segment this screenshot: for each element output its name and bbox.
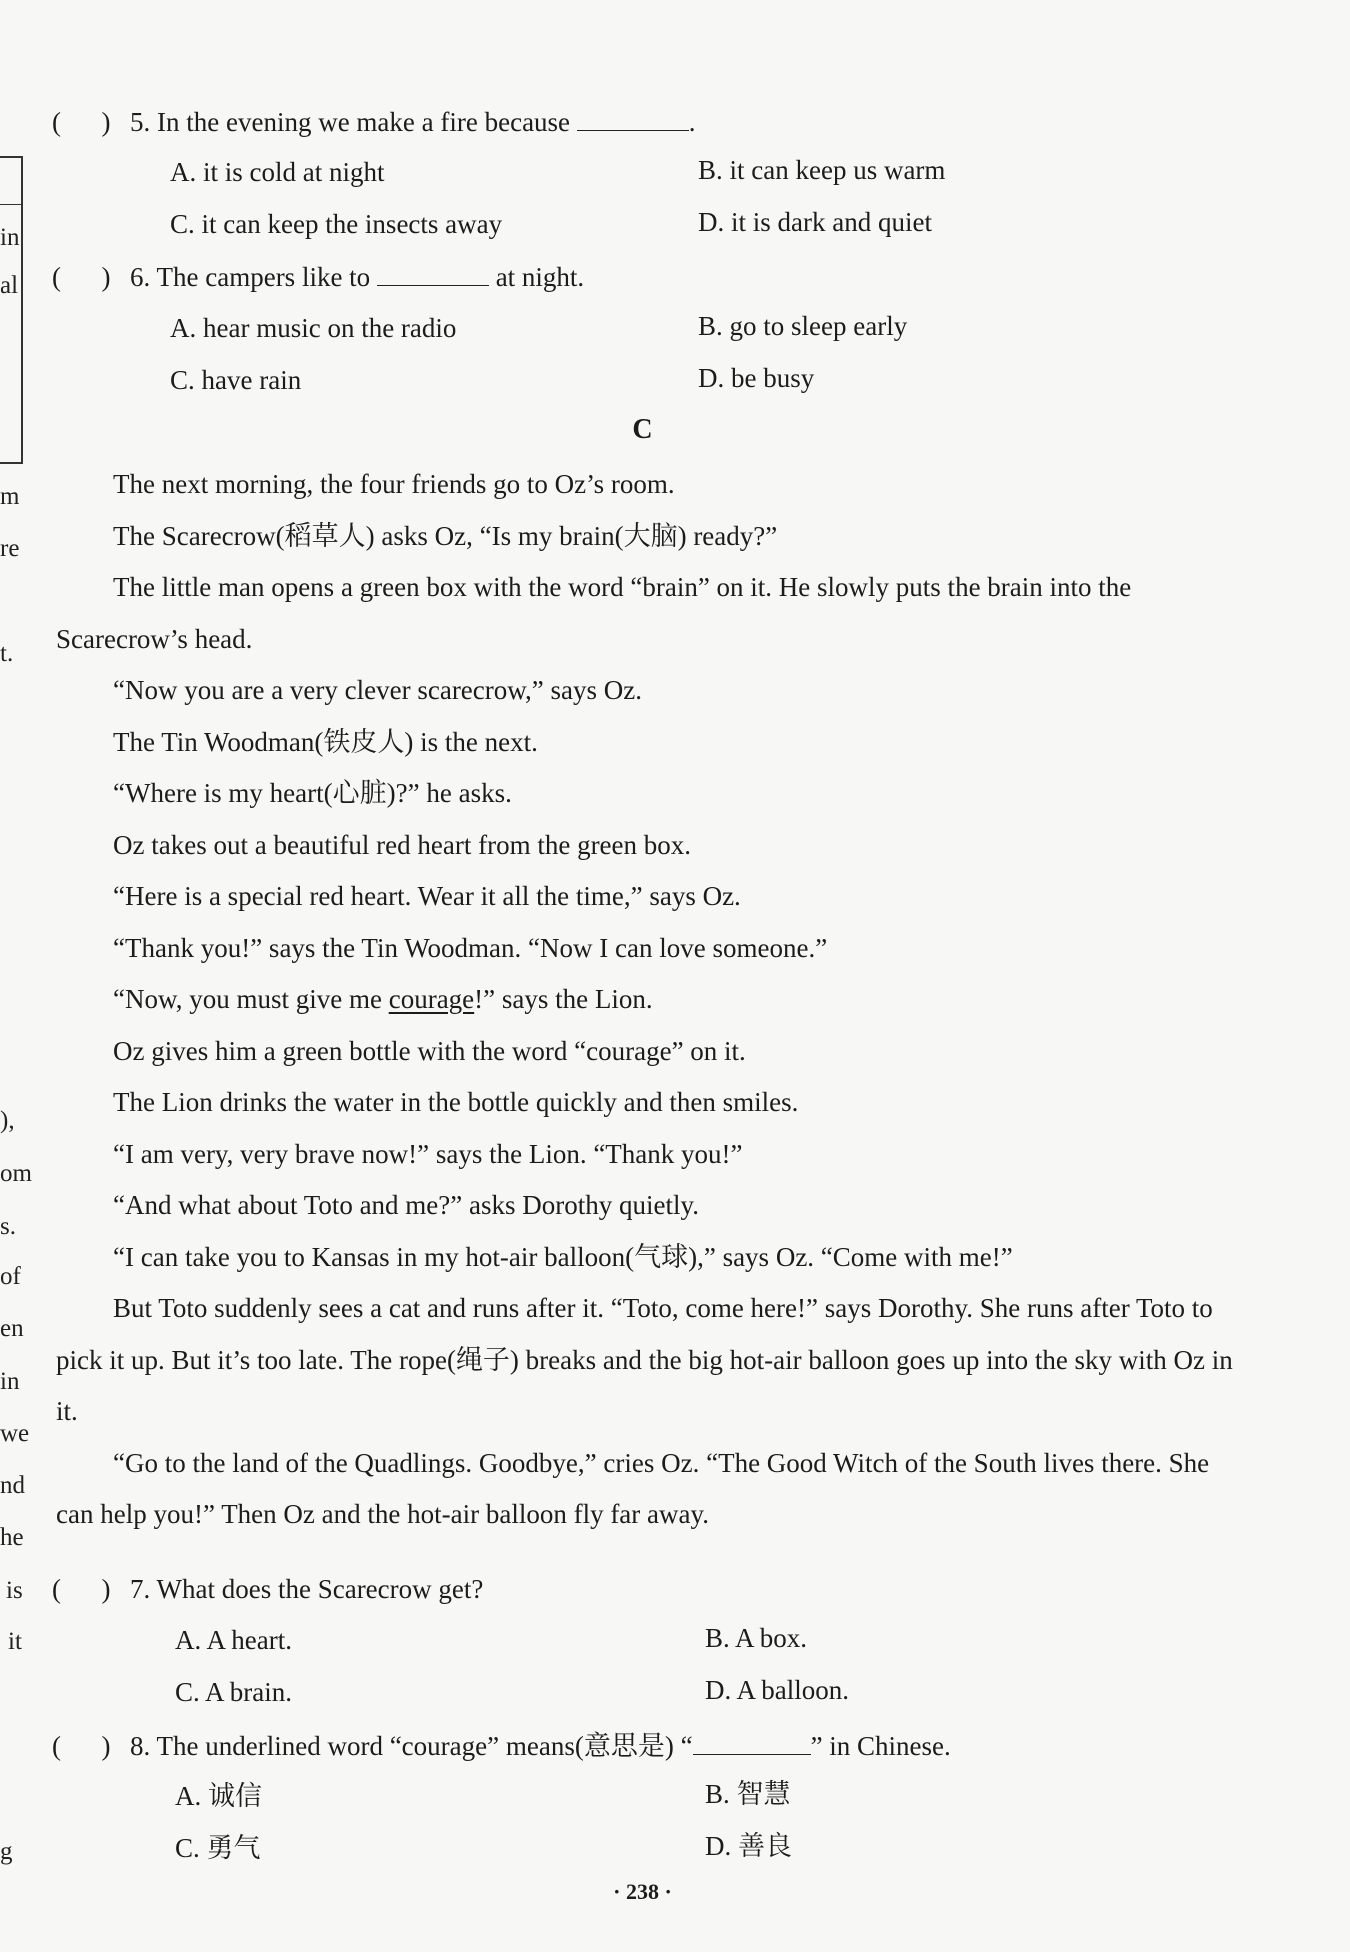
passage-paragraph: The Tin Woodman(铁皮人) is the next. (113, 726, 538, 757)
answer-blank (693, 1728, 811, 1755)
facing-page-fragment: ), (0, 1107, 15, 1134)
option-b[interactable]: B. go to sleep early (698, 311, 908, 341)
option-c[interactable]: C. 勇气 (175, 1833, 261, 1863)
option-a[interactable]: A. it is cold at night (170, 157, 385, 187)
answer-blank (577, 104, 689, 131)
option-a[interactable]: A. 诚信 (175, 1781, 262, 1811)
passage-paragraph: “Now you are a very clever scarecrow,” says Oz. (113, 675, 642, 705)
section-title: C (632, 414, 653, 445)
facing-page-fragment: is (6, 1577, 23, 1604)
option-d[interactable]: D. be busy (698, 363, 815, 393)
passage-paragraph: But Toto suddenly sees a cat and runs after it. “Toto, come here!” says Dorothy. She runs after Toto to pick it up. But it’s too late. The rope(绳子) breaks and the big hot-air balloon goes up into the sky with Oz in it. (56, 1293, 1233, 1426)
question-stem: In the evening we make a fire because (157, 107, 571, 137)
option-a[interactable]: A. hear music on the radio (170, 313, 457, 343)
passage-paragraph: Oz gives him a green bottle with the word “courage” on it. (113, 1035, 746, 1066)
option-b[interactable]: B. 智慧 (705, 1779, 791, 1809)
option-c[interactable]: C. it can keep the insects away (170, 209, 503, 239)
passage-paragraph: “Here is a special red heart. Wear it all the time,” says Oz. (113, 881, 741, 911)
option-d[interactable]: D. it is dark and quiet (698, 207, 932, 237)
facing-page-fragment: t. (0, 640, 14, 667)
option-d[interactable]: D. A balloon. (705, 1675, 850, 1705)
passage-paragraph: Oz takes out a beautiful red heart from the green box. (113, 829, 692, 860)
question-stem: The underlined word “courage” means(意思是) “ (156, 1731, 693, 1761)
facing-page-fragment: he (0, 1524, 24, 1551)
question-stem: What does the Scarecrow get? (156, 1574, 484, 1604)
question-5: ( ) 5. In the evening we make a fire because . (52, 104, 696, 139)
question-7: ( ) 7. What does the Scarecrow get? (52, 1574, 484, 1604)
question-number: 5 (130, 107, 144, 137)
facing-page-fragment: m (0, 483, 20, 510)
passage-paragraph: “Go to the land of the Quadlings. Goodbye,” cries Oz. “The Good Witch of the South lives there. She can help you!” Then Oz and the hot-air balloon fly far away. (56, 1447, 1210, 1529)
answer-bracket[interactable]: ( ) (52, 1574, 111, 1604)
passage-paragraph: The next morning, the four friends go to Oz’s room. (113, 469, 675, 499)
passage-text: “Now, you must give me (113, 984, 389, 1014)
passage-paragraph: “Thank you!” says the Tin Woodman. “Now I can love someone.” (113, 932, 828, 963)
passage-paragraph: “I am very, very brave now!” says the Lion. “Thank you!” (113, 1138, 743, 1169)
answer-bracket[interactable]: ( ) (52, 107, 111, 137)
option-c[interactable]: C. A brain. (175, 1677, 293, 1707)
facing-page-fragment: we (0, 1420, 30, 1447)
passage-paragraph: The Scarecrow(稻草人) asks Oz, “Is my brain(大脑) ready?” (113, 520, 778, 551)
question-number: 6 (130, 262, 144, 292)
option-b[interactable]: B. it can keep us warm (698, 155, 946, 185)
option-a[interactable]: A. A heart. (175, 1625, 292, 1655)
underlined-word: courage (388, 984, 475, 1014)
facing-page-fragment: in (0, 224, 20, 251)
facing-page-fragment: en (0, 1315, 24, 1342)
facing-page-fragment: it (8, 1628, 22, 1655)
option-c[interactable]: C. have rain (170, 365, 302, 395)
question-stem-end: . (688, 107, 696, 137)
passage-paragraph: “I can take you to Kansas in my hot-air balloon(气球),” says Oz. “Come with me!” (113, 1241, 1013, 1272)
passage-text: !” says the Lion. (474, 984, 653, 1014)
passage-paragraph: The Lion drinks the water in the bottle quickly and then smiles. (113, 1087, 799, 1117)
answer-blank (377, 259, 489, 286)
passage-paragraph-courage (56, 974, 1236, 1026)
answer-bracket[interactable]: ( ) (52, 1731, 111, 1761)
reading-passage (56, 459, 1236, 1541)
question-number: 8 (130, 1731, 144, 1761)
facing-page-fragment: s. (0, 1213, 16, 1240)
facing-page-fragment: om (0, 1160, 32, 1187)
page-number: · 238 · (613, 1879, 672, 1904)
question-number: 7 (130, 1574, 144, 1604)
facing-page-fragment: g (0, 1838, 13, 1865)
option-b[interactable]: B. A box. (705, 1623, 808, 1653)
facing-page-fragment: re (0, 535, 20, 562)
question-stem-end: ” in Chinese. (810, 1731, 951, 1761)
answer-bracket[interactable]: ( ) (52, 262, 111, 292)
passage-paragraph: The little man opens a green box with the word “brain” on it. He slowly puts the brain into the Scarecrow’s head. (56, 572, 1132, 654)
facing-page-fragment: nd (0, 1472, 25, 1499)
passage-paragraph: “Where is my heart(心脏)?” he asks. (113, 778, 512, 808)
question-stem: The campers like to (156, 262, 371, 292)
option-d[interactable]: D. 善良 (705, 1831, 792, 1861)
facing-page-fragment: al (0, 272, 19, 299)
facing-page-fragment: of (0, 1263, 21, 1290)
facing-page-rule (0, 204, 21, 205)
passage-paragraph: “And what about Toto and me?” asks Dorothy quietly. (113, 1190, 699, 1220)
question-8: ( ) 8. The underlined word “courage” means(意思是) “ ” in Chinese. (52, 1728, 951, 1763)
question-stem-end: at night. (495, 262, 585, 292)
facing-page-fragment: in (0, 1368, 20, 1395)
question-6: ( ) 6. The campers like to at night. (52, 259, 584, 294)
